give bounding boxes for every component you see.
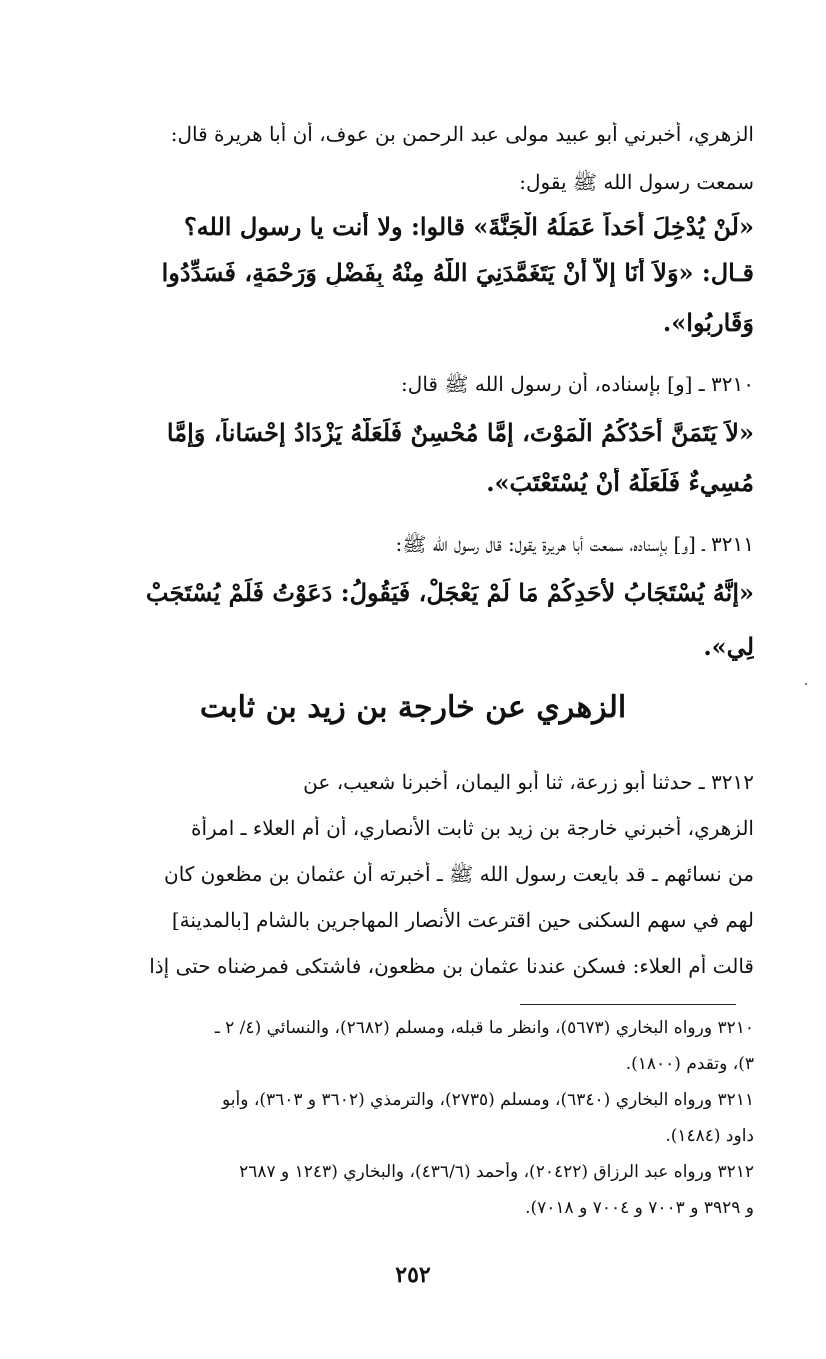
hadith-number-line: ٣٢١١ ـ [و] بإسناده، سمعت أبا هريرة يقول: قال رسول الله ﷺ: [395, 532, 754, 556]
hadith-text: «لاَ يَتَمَنَّ أَحَدُكُمُ الْمَوْتَ، إِمَّا مُحْسِنٌ فَلَعَلَّهُ يَزْدَادُ إِحْسَاناً، وَإِمَّا [166, 418, 754, 447]
hadith-text: وَقَارِبُوا». [662, 308, 754, 337]
text-line: الزهري، أخبرني خارجة بن زيد بن ثابت الأنصاري، أن أم العلاء ـ امرأة [190, 816, 754, 840]
section-heading: الزهري عن خارجة بن زيد بن ثابت [199, 690, 627, 725]
text-line: الزهري، أخبرني أبو عبيد مولى عبد الرحمن بن عوف، أن أبا هريرة قال: [170, 122, 754, 146]
text-line: من نسائهم ـ قد بايعت رسول الله ﷺ ـ أخبرته أن عثمان بن مظعون كان [164, 862, 754, 886]
footnote-line: ٣٢١١ ورواه البخاري (٦٣٤٠)، ومسلم (٢٧٣٥)، والترمذي (٣٦٠٢ و ٣٦٠٣)، وأبو [222, 1090, 754, 1110]
hadith-text: لِي». [703, 632, 754, 661]
hadith-text: «لَنْ يُدْخِلَ أَحَداً عَمَلُهُ الْجَنَّةَ» قالوا: ولا أنت يا رسول الله؟ [183, 212, 754, 241]
hadith-text: «إِنَّهُ يُسْتَجَابُ لأَحَدِكُمْ مَا لَمْ يَعْجَلْ، فَيَقُولُ: دَعَوْتُ فَلَمْ يُسْتَجَبْ [145, 578, 754, 607]
text-line: لهم في سهم السكنى حين اقترعت الأنصار المهاجرين بالشام [بالمدينة] [171, 908, 754, 932]
hadith-text: مُسِيءٌ فَلَعَلَّهُ أَنْ يُسْتَعْتَبَ». [486, 468, 754, 497]
footnote-line: ٣)، وتقدم (١٨٠٠). [625, 1054, 754, 1074]
hadith-text: قـال: «وَلاَ أَنَا إِلاَّ أَنْ يَتَغَمَّدَنِيَ اللَّهُ مِنْهُ بِفَضْلٍ وَرَحْمَةٍ، فَسَدِّدُوا [161, 258, 754, 287]
footnote-line: و ٣٩٢٩ و ٧٠٠٣ و ٧٠٠٤ و ٧٠١٨). [525, 1198, 754, 1218]
page-number: ٢٥٢ [395, 1262, 431, 1288]
footnote-line: ٣٢١٠ ورواه البخاري (٥٦٧٣)، وانظر ما قبله، ومسلم (٢٦٨٢)، والنسائي (٤/ ٢ ـ [214, 1018, 754, 1038]
text-line: قالت أم العلاء: فسكن عندنا عثمان بن مظعون، فاشتكى فمرضناه حتى إذا [149, 954, 754, 978]
hadith-number-line: ٣٢١٠ ـ [و] بإسناده، أن رسول الله ﷺ قال: [401, 372, 754, 396]
footnote-line: داود (١٤٨٤). [665, 1126, 754, 1146]
text-line: ٣٢١٢ ـ حدثنا أبو زرعة، ثنا أبو اليمان، أخبرنا شعيب، عن [303, 770, 754, 794]
print-speck [805, 683, 807, 685]
footnote-divider [520, 1004, 736, 1005]
text-line: سمعت رسول الله ﷺ يقول: [519, 170, 754, 194]
footnote-line: ٣٢١٢ ورواه عبد الرزاق (٢٠٤٢٢)، وأحمد (٤٣٦/٦)، والبخاري (١٢٤٣ و ٢٦٨٧ [239, 1162, 754, 1182]
